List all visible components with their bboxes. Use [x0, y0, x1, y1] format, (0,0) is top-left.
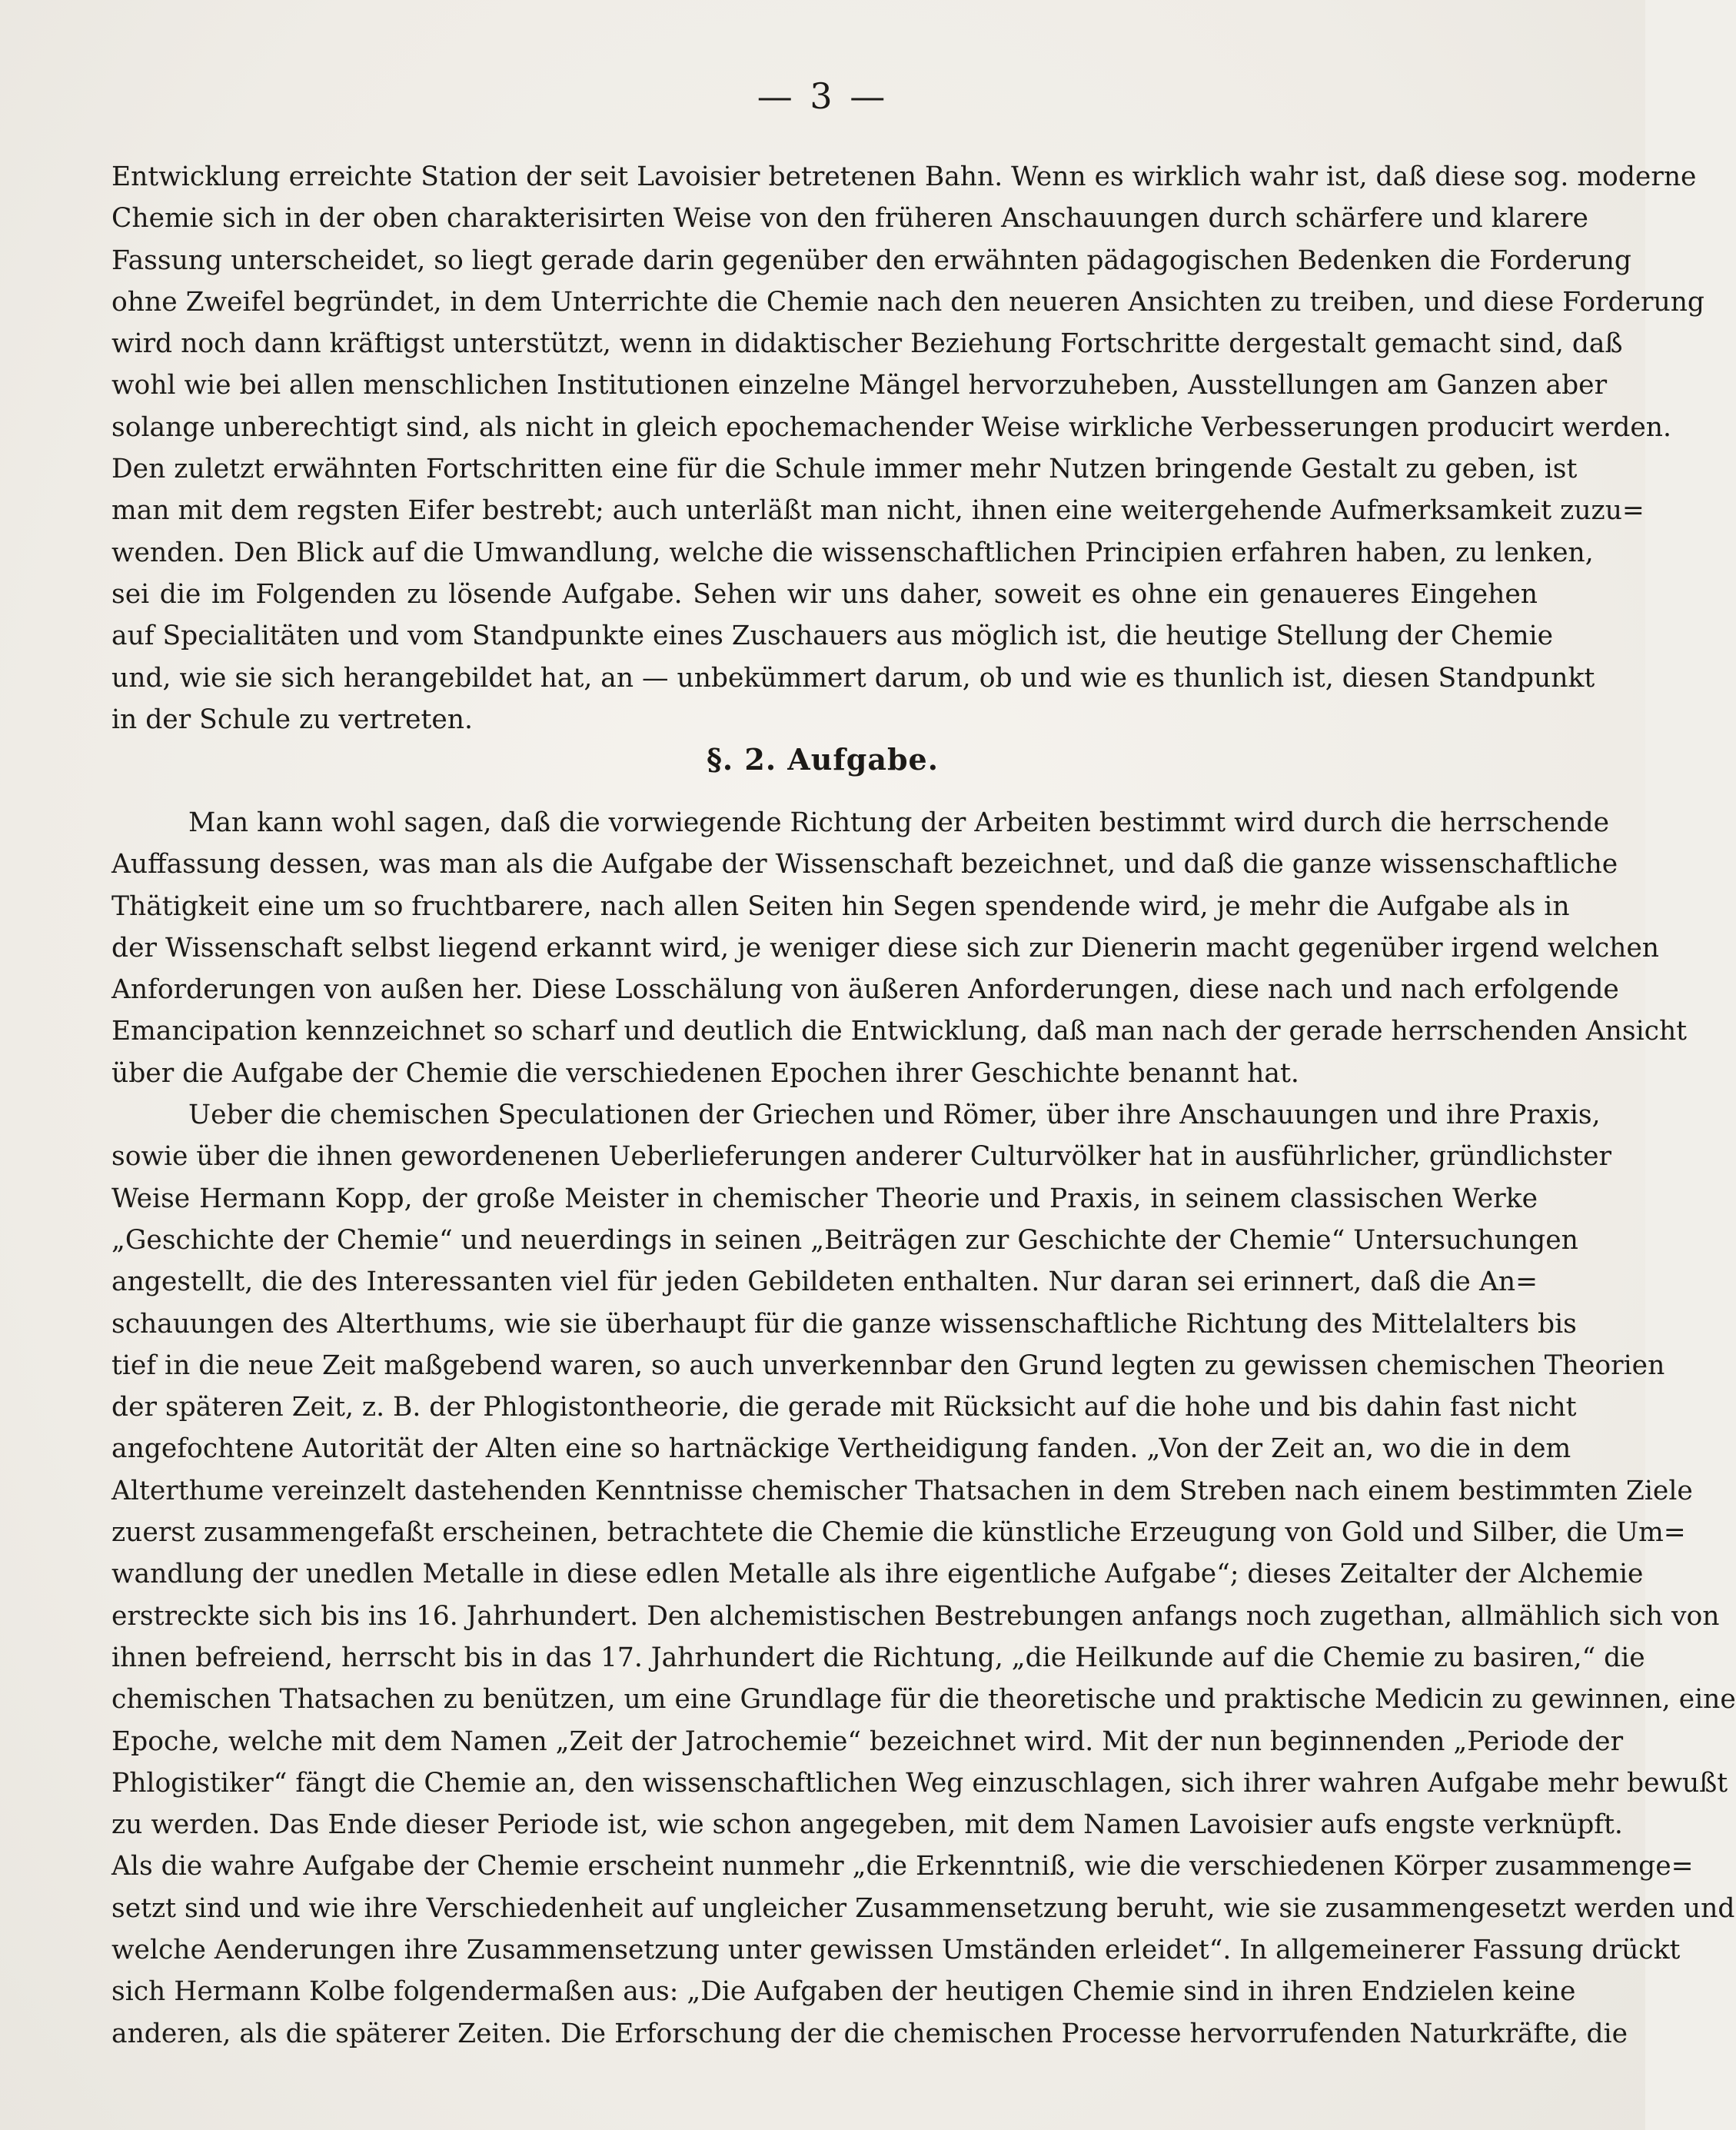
- text-line: Den zuletzt erwähnten Fortschritten eine für die Schule immer mehr Nutzen bringende Gestalt zu geben, ist: [111, 454, 1578, 485]
- text-line: auf Specialitäten und vom Standpunkte eines Zuschauers aus möglich ist, die heutige Stellung der Chemie: [111, 621, 1554, 652]
- text-line: zu werden. Das Ende dieser Periode ist, wie schon angegeben, mit dem Namen Lavoisier aufs engste verknüpft.: [111, 1809, 1623, 1841]
- text-line: ohne Zweifel begründet, in dem Unterrichte die Chemie nach den neueren Ansichten zu treiben, und diese Forderung: [111, 286, 1705, 318]
- text-line: der späteren Zeit, z. B. der Phlogistontheorie, die gerade mit Rücksicht auf die hohe und bis dahin fast nicht: [111, 1392, 1577, 1423]
- text-line: und, wie sie sich herangebildet hat, an — unbekümmert darum, ob und wie es thunlich ist, diesen Standpunkt: [111, 662, 1595, 694]
- text-line: Anforderungen von außen her. Diese Losschälung von äußeren Anforderungen, diese nach und nach erfolgende: [111, 974, 1619, 1006]
- text-line: der Wissenschaft selbst liegend erkannt wird, je weniger diese sich zur Dienerin macht gegenüber irgend welchen: [111, 932, 1660, 963]
- page-number: — 3 —: [757, 75, 889, 117]
- text-line: Als die wahre Aufgabe der Chemie erscheint nunmehr „die Erkenntniß, wie die verschiedenen Körper zusammenge=: [111, 1851, 1694, 1882]
- text-line: tief in die neue Zeit maßgebend waren, so auch unverkennbar den Grund legten zu gewissen chemischen Theorien: [111, 1350, 1665, 1381]
- text-line: solange unberechtigt sind, als nicht in gleich epochemachender Weise wirkliche Verbesserungen producirt werden.: [111, 411, 1671, 443]
- text-line: wenden. Den Blick auf die Umwandlung, welche die wissenschaftlichen Principien erfahren haben, zu lenken,: [111, 537, 1594, 568]
- text-line: Alterthume vereinzelt dastehenden Kenntnisse chemischer Thatsachen in dem Streben nach einem bestimmten Ziele: [111, 1475, 1693, 1506]
- text-line: sowie über die ihnen gewordenenen Ueberlieferungen anderer Culturvölker hat in ausführlicher, gründlichster: [111, 1141, 1612, 1173]
- text-line: Thätigkeit eine um so fruchtbarere, nach allen Seiten hin Segen spendende wird, je mehr die Aufgabe als in: [111, 890, 1570, 922]
- text-line: erstreckte sich bis ins 16. Jahrhundert. Den alchemistischen Bestrebungen anfangs noch zugethan, allmählich sich von: [111, 1600, 1720, 1632]
- text-line: Man kann wohl sagen, daß die vorwiegende Richtung der Arbeiten bestimmt wird durch die herrschende: [188, 807, 1610, 838]
- text-line: Chemie sich in der oben charakterisirten Weise von den früheren Anschauungen durch schärfere und klarere: [111, 203, 1588, 235]
- text-line: schauungen des Alterthums, wie sie überhaupt für die ganze wissenschaftliche Richtung des Mittelalters bis: [111, 1308, 1577, 1340]
- text-line: Weise Hermann Kopp, der große Meister in chemischer Theorie und Praxis, in seinem classischen Werke: [111, 1183, 1538, 1214]
- text-line: chemischen Thatsachen zu benützen, um eine Grundlage für die theoretische und praktische Medicin zu gewinnen, eine: [111, 1684, 1736, 1716]
- paragraph-continuation: [111, 156, 1705, 741]
- text-line: sich Hermann Kolbe folgendermaßen aus: „Die Aufgaben der heutigen Chemie sind in ihren Endzielen keine: [111, 1976, 1576, 2008]
- text-line: angestellt, die des Interessanten viel für jeden Gebildeten enthalten. Nur daran sei erinnert, daß die An=: [111, 1266, 1538, 1298]
- text-line: ihnen befreiend, herrscht bis in das 17. Jahrhundert die Richtung, „die Heilkunde auf die Chemie zu basiren,“ die: [111, 1642, 1645, 1673]
- text-line: angefochtene Autorität der Alten eine so hartnäckige Vertheidigung fanden. „Von der Zeit an, wo die in dem: [111, 1433, 1571, 1465]
- text-line: Ueber die chemischen Speculationen der Griechen und Römer, über ihre Anschauungen und ihre Praxis,: [188, 1100, 1601, 1131]
- text-line: welche Aenderungen ihre Zusammensetzung unter gewissen Umständen erleidet“. In allgemeinerer Fassung drückt: [111, 1935, 1681, 1966]
- text-line: anderen, als die späterer Zeiten. Die Erforschung der die chemischen Processe hervorrufenden Naturkräfte, die: [111, 2018, 1628, 2049]
- section-body: [111, 802, 1736, 2055]
- text-line: wandlung der unedlen Metalle in diese edlen Metalle als ihre eigentliche Aufgabe“; dieses Zeitalter der Alchemie: [111, 1559, 1644, 1590]
- text-line: wohl wie bei allen menschlichen Institutionen einzelne Mängel hervorzuheben, Ausstellungen am Ganzen aber: [111, 370, 1608, 401]
- text-line: Emancipation kennzeichnet so scharf und deutlich die Entwicklung, daß man nach der gerade herrschenden Ansicht: [111, 1016, 1688, 1047]
- text-line: über die Aufgabe der Chemie die verschiedenen Epochen ihrer Geschichte benannt hat.: [111, 1057, 1299, 1089]
- text-line: setzt sind und wie ihre Verschiedenheit auf ungleicher Zusammensetzung beruht, wie sie zusammengesetzt werden und: [111, 1892, 1735, 1924]
- text-line: Entwicklung erreichte Station der seit Lavoisier betretenen Bahn. Wenn es wirklich wahr ist, daß diese sog. moderne: [111, 161, 1697, 192]
- text-line: wird noch dann kräftigst unterstützt, wenn in didaktischer Beziehung Fortschritte dergestalt gemacht sind, daß: [111, 328, 1623, 360]
- text-line: Fassung unterscheidet, so liegt gerade darin gegenüber den erwähnten pädagogischen Bedenken die Forderung: [111, 245, 1631, 276]
- text-line: Auffassung dessen, was man als die Aufgabe der Wissenschaft bezeichnet, und daß die ganze wissenschaftliche: [111, 849, 1618, 880]
- text-line: Epoche, welche mit dem Namen „Zeit der Jatrochemie“ bezeichnet wird. Mit der nun beginnenden „Periode der: [111, 1726, 1624, 1757]
- section-heading: §. 2. Aufgabe.: [707, 742, 939, 777]
- text-line: zuerst zusammengefaßt erscheinen, betrachtete die Chemie die künstliche Erzeugung von Gold und Silber, die Um=: [111, 1517, 1686, 1549]
- text-line: „Geschichte der Chemie“ und neuerdings in seinen „Beiträgen zur Geschichte der Chemie“ Untersuchungen: [111, 1224, 1578, 1256]
- text-line: man mit dem regsten Eifer bestrebt; auch unterläßt man nicht, ihnen eine weitergehende Aufmerksamkeit zuzu=: [111, 495, 1645, 527]
- text-line: Phlogistiker“ fängt die Chemie an, den wissenschaftlichen Weg einzuschlagen, sich ihrer wahren Aufgabe mehr bewußt: [111, 1767, 1728, 1799]
- text-line: sei die im Folgenden zu lösende Aufgabe. Sehen wir uns daher, soweit es ohne ein genaueres Eingehen: [111, 578, 1538, 610]
- text-line: in der Schule zu vertreten.: [111, 704, 473, 735]
